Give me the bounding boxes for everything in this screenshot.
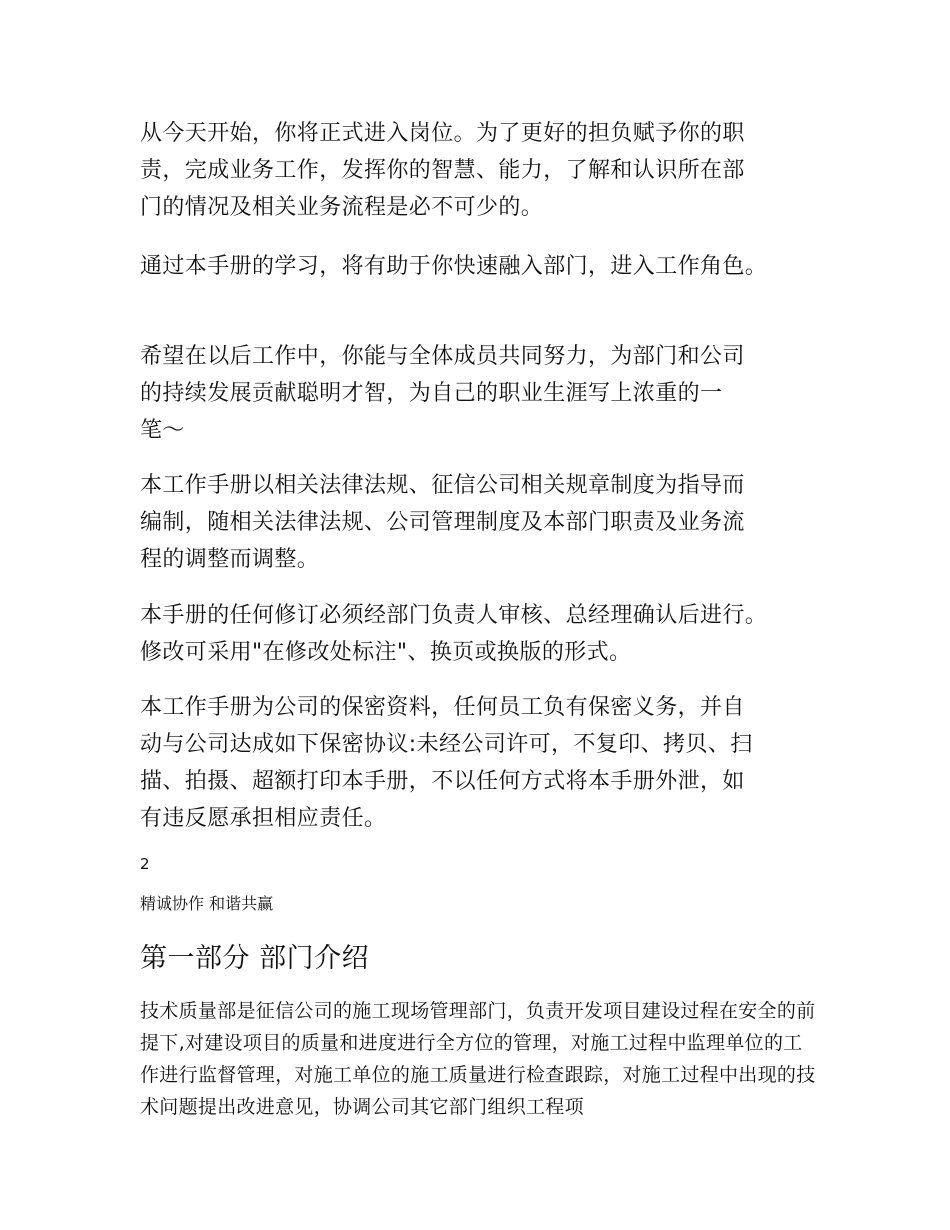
intro-paragraph-4: 本工作手册以相关法律法规、征信公司相关规章制度为指导而 编制，随相关法律法规、公司管理制度及本部门职责及业务流 程的调整而调整。 — [140, 473, 745, 572]
section-body: 技术质量部是征信公司的施工现场管理部门，负责开发项目建设过程在安全的前提下,对建设项目的质量和进度进行全方位的管理，对施工过程中监理单位的工作进行监督管理，对施工单位的施工质量进行检查跟踪，对施工过程中出现的技术问题提出改进意见，协调公司其它部门组织工程项 — [140, 1000, 816, 1118]
intro-paragraph-5: 本手册的任何修订必须经部门负责人审核、总经理确认后进行。 修改可采用"在修改处标注"、换页或换版的形式。 — [140, 603, 768, 665]
section-title: 第一部分 部门介绍 — [140, 943, 370, 974]
confidentiality-paragraph: 本工作手册为公司的保密资料，任何员工负有保密义务，并自 动与公司达成如下保密协议:未经公司许可，不复印、拷贝、扫 描、拍摄、超额打印本手册，不以任何方式将本手册外泄，如 有违反愿承担相应责任。 — [140, 695, 753, 831]
page-number: 2 — [140, 855, 150, 873]
intro-paragraph-1: 从今天开始，你将正式进入岗位。为了更好的担负赋予你的职 责，完成业务工作，发挥你的智慧、能力，了解和认识所在部 门的情况及相关业务流程是必不可少的。 — [140, 121, 745, 220]
intro-paragraph-3: 希望在以后工作中，你能与全体成员共同努力，为部门和公司 的持续发展贡献聪明才智，为自己的职业生涯写上浓重的一 笔～ — [140, 344, 745, 443]
header-motto: 精诚协作 和谐共赢 — [140, 894, 274, 913]
intro-paragraph-2: 通过本手册的学习，将有助于你快速融入部门，进入工作角色。 — [140, 254, 768, 279]
